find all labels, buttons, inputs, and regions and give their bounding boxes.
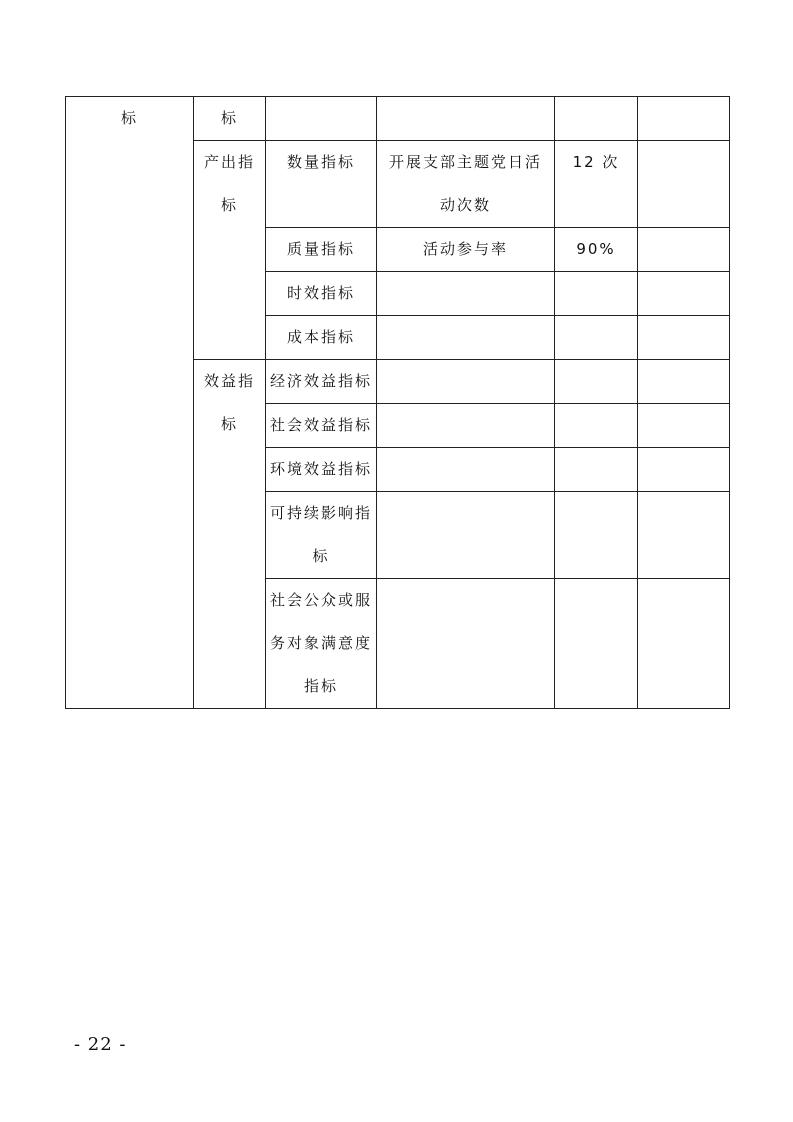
indicator-content-cell: 活动参与率 — [377, 228, 555, 272]
output-indicator-group-cell: 产出指标 — [194, 141, 266, 360]
empty-cell — [638, 97, 730, 141]
empty-cell — [266, 97, 377, 141]
indicator-name-cell: 社会效益指标 — [266, 404, 377, 448]
empty-cell — [555, 579, 638, 709]
indicator-value-cell — [555, 316, 638, 360]
indicator-content-cell — [377, 316, 555, 360]
empty-cell — [377, 448, 555, 492]
empty-cell — [377, 492, 555, 579]
empty-cell — [638, 492, 730, 579]
empty-cell — [377, 97, 555, 141]
empty-cell — [638, 448, 730, 492]
indicator-name-cell: 成本指标 — [266, 316, 377, 360]
indicator-name-cell: 数量指标 — [266, 141, 377, 228]
indicator-table-wrapper — [65, 96, 729, 709]
empty-cell — [638, 579, 730, 709]
empty-cell — [638, 404, 730, 448]
empty-cell — [377, 404, 555, 448]
empty-cell — [638, 141, 730, 228]
indicator-content-cell: 开展支部主题党日活动次数 — [377, 141, 555, 228]
category-cell: 标 — [66, 97, 194, 709]
indicator-name-cell: 质量指标 — [266, 228, 377, 272]
table-row — [66, 97, 730, 141]
indicator-content-cell — [377, 272, 555, 316]
indicator-value-cell: 90% — [555, 228, 638, 272]
benefit-indicator-group-cell: 效益指标 — [194, 360, 266, 709]
empty-cell — [555, 97, 638, 141]
empty-cell — [638, 360, 730, 404]
empty-cell — [638, 316, 730, 360]
indicator-value-cell: 12 次 — [555, 141, 638, 228]
empty-cell — [555, 448, 638, 492]
empty-cell — [638, 272, 730, 316]
indicator-name-cell: 可持续影响指标 — [266, 492, 377, 579]
empty-cell — [555, 404, 638, 448]
empty-cell — [377, 360, 555, 404]
level1-cell-continued: 标 — [194, 97, 266, 141]
indicator-name-cell: 社会公众或服务对象满意度指标 — [266, 579, 377, 709]
indicator-value-cell — [555, 272, 638, 316]
empty-cell — [555, 492, 638, 579]
empty-cell — [377, 579, 555, 709]
performance-indicator-table — [65, 96, 730, 709]
indicator-name-cell: 经济效益指标 — [266, 360, 377, 404]
page-number: - 22 - — [74, 1034, 127, 1055]
indicator-name-cell: 环境效益指标 — [266, 448, 377, 492]
empty-cell — [555, 360, 638, 404]
empty-cell — [638, 228, 730, 272]
indicator-name-cell: 时效指标 — [266, 272, 377, 316]
